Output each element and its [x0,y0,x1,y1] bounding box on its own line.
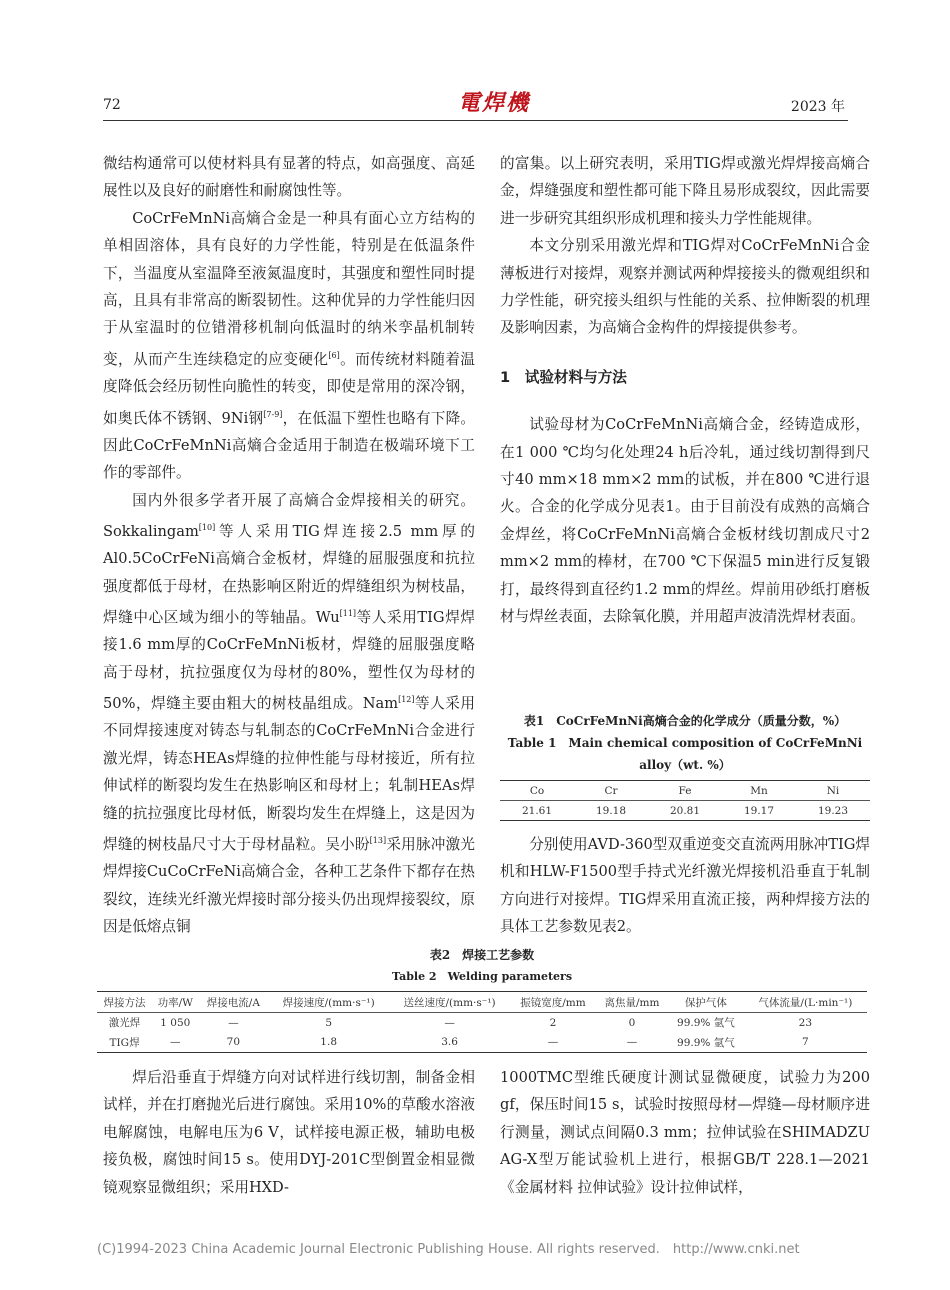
table-row [97,1033,867,1053]
right-paragraph-1: 的富集。以上研究表明，采用TIG焊或激光焊焊接高熵合金，焊缝强度和塑性都可能下降且易形成裂纹，因此需要进一步研究其组织形成机理和接头力学性能规律。 [500,155,870,227]
table-1-caption-cn: 表1 CoCrFeMnNi高熵合金的化学成分（质量分数，%） [523,714,847,728]
table-2-caption-cn: 表2 焊接工艺参数 [429,948,535,962]
table-header-cell: Cr [604,784,618,797]
table-header-cell: 焊接速度/(mm·s⁻¹) [282,996,375,1009]
right-paragraph-4: 分别使用AVD-360型双重逆变交直流两用脉冲TIG焊机和HLW-F1500型手持式光纤激光焊接机沿垂直于轧制方向进行对接焊。TIG焊采用直流正接，两种焊接方法的具体工艺参数见表2。 [500,836,870,936]
table-cell: — [170,1036,181,1049]
table-cell: 1 050 [160,1016,191,1029]
journal-logo: 電焊機 [458,90,531,116]
left-paragraph-3: 国内外很多学者开展了高熵合金焊接相关的研究。Sokkalingam[10]等人采用TIG焊连接2.5 mm厚的Al0.5CoCrFeNi高熵合金板材，焊缝的屈服强度和抗拉强度都低于母材，在热影响区附近的焊缝组织为树枝晶，焊缝中心区域为细小的等轴晶。Wu[11]等人采用TIG焊焊接1.6 mm厚的CoCrFeMnNi板材，焊缝的屈服强度略高于母材，抗拉强度仅为母材的80%，塑性仅为母材的50%，焊缝主要由粗大的树枝晶组成。Nam[12]等人采用不同焊接速度对铸态与轧制态的CoCrFeMnNi合金进行激光焊，铸态HEAs焊缝的拉伸性能与母材接近，所有拉伸试样的断裂均发生在热影响区和母材上；轧制HEAs焊缝的抗拉强度比母材低，断裂均发生在焊缝上，这是因为焊缝的树枝晶尺寸大于母材晶粒。吴小盼[13]采用脉冲激光焊焊接CuCoCrFeNi高熵合金，各种工艺条件下都存在热裂纹，连续光纤激光焊接时部分接头仍出现焊接裂纹，原因是低熔点铜 [103,491,475,936]
table-cell: TIG焊 [109,1036,140,1049]
table-header-cell: Co [529,784,545,797]
table-row [500,801,870,821]
citation: [10] [198,523,216,532]
left-column [103,150,475,941]
table-cell: 99.9% 氩气 [677,1036,735,1049]
table-1-grid [500,780,870,821]
table-cell: 2 [549,1016,557,1029]
table-cell: 5 [325,1016,332,1029]
table-header-cell: 焊接方法 [103,996,146,1009]
right-paragraph-3: 试验母材为CoCrFeMnNi高熵合金，经铸造成形，在1 000 ℃均匀化处理24 h后冷轧，通过线切割得到尺寸40 mm×18 mm×2 mm的试板，并在800 ℃进行退火。合金的化学成分见表1。由于目前没有成熟的高熵合金焊丝，将CoCrFeMnNi高熵合金板材线切割成尺寸2 mm×2 mm的棒材，在700 ℃下保温5 min进行反复锻打，最终得到直径约1.2 mm的焊丝。焊前用砂纸打磨板材与焊丝表面，去除氧化膜，并用超声波清洗焊材表面。 [500,416,870,626]
table-1-caption-en-1: Table 1 Main chemical composition of CoCrFeMnNi [507,736,863,750]
citation: [12] [398,695,415,705]
table-header-row [97,992,867,1013]
citation: [13] [369,836,387,846]
table-cell: — [228,1016,239,1029]
table-cell: 7 [802,1036,809,1049]
table-2 [97,944,867,1053]
bottom-left-column [103,1064,475,1201]
table-cell: 23 [798,1016,813,1029]
table-header-cell: Mn [750,784,768,797]
table-cell: 70 [226,1036,241,1049]
table-1-caption-en-2: alloy（wt. %） [639,758,731,772]
table-cell: 激光焊 [108,1017,141,1030]
left-paragraph-1: 微结构通常可以使材料具有显著的特点，如高强度、高延展性以及良好的耐磨性和耐腐蚀性等。 [103,155,475,200]
table-cell: 99.9% 氩气 [677,1017,735,1030]
left-paragraph-2: CoCrFeMnNi高熵合金是一种具有面心立方结构的单相固溶体，具有良好的力学性能，特别是在低温条件下，当温度从室温降至液氮温度时，其强度和塑性同时提高，且具有非常高的断裂韧性。这种优异的力学性能归因于从室温时的位错滑移机制向低温时的纳米孪晶机制转变，从而产生连续稳定的应变硬化[6]。而传统材料随着温度降低会经历韧性向脆性的转变，即使是常用的深冷钢，如奥氏体不锈钢、9Ni钢[7-9]，在低温下塑性也略有下降。因此CoCrFeMnNi高熵合金适用于制造在极端环境下工作的零部件。 [103,209,475,482]
section-heading: 1 试验材料与方法 [500,368,627,386]
issue-year: 2023 年 [790,99,845,115]
citation: [6] [328,350,340,360]
table-cell: — [626,1036,638,1049]
table-header-cell: 保护气体 [684,996,727,1009]
table-row [97,1013,867,1033]
bottom-left-paragraph: 焊后沿垂直于焊缝方向对试样进行线切割，制备金相试样，并在打磨抛光后进行腐蚀。采用10%的草酸水溶液电解腐蚀，电解电压为6 V，试样接电源正极，辅助电极接负极，腐蚀时间15 s。使用DYJ-201C型倒置金相显微镜观察显微组织；采用HXD- [103,1069,475,1196]
right-column [500,150,870,631]
table-cell: 19.17 [743,804,775,817]
table-cell: 20.81 [669,804,701,817]
table-1 [500,710,870,821]
right-paragraph-2: 本文分别采用激光焊和TIG焊对CoCrFeMnNi合金薄板进行对接焊，观察并测试两种焊接接头的微观组织和力学性能，研究接头组织与性能的关系、拉伸断裂的机理及影响因素，为高熵合金构件的焊接提供参考。 [500,237,870,337]
table-header-cell: 离焦量/mm [604,996,660,1009]
table-header-cell: 焊接电流/A [206,996,260,1009]
table-cell: 19.18 [595,804,627,817]
page-number: 72 [103,97,121,113]
table-cell: — [444,1016,455,1029]
bottom-right-paragraph: 1000TMC型维氏硬度计测试显微硬度，试验力为200 gf，保压时间15 s，试验时按照母材—焊缝—母材顺序进行测量，测试点间隔0.3 mm；拉伸试验在SHIMADZU AG-X型万能试验机上进行，根据GB/T 228.1—2021《金属材料 拉伸试验》设计拉伸试样， [500,1069,870,1196]
citation: [11] [339,609,357,619]
table-cell: 21.61 [521,804,553,817]
table-2-grid [97,991,867,1053]
table-2-caption-en: Table 2 Welding parameters [391,970,573,983]
table-header-cell: Fe [678,784,692,797]
table-cell: 1.8 [320,1036,337,1049]
table-header-cell: 气体流量/(L·min⁻¹) [758,996,853,1009]
table-cell: 0 [628,1016,636,1029]
table-cell: 19.23 [817,804,849,817]
right-column-continued [500,831,870,941]
table-cell: 3.6 [441,1036,458,1049]
copyright-footer: (C)1994-2023 China Academic Journal Electronic Publishing House. All rights reserved. http://www.cnki.net [97,1242,800,1257]
table-header-cell: 振镜宽度/mm [520,996,586,1009]
table-header-cell: 送丝速度/(mm·s⁻¹) [403,996,496,1009]
table-cell: — [547,1036,559,1049]
table-header-cell: 功率/W [157,996,193,1009]
table-header-cell: Ni [826,784,840,797]
bottom-right-column [500,1064,870,1201]
header-rule [103,120,848,121]
table-header-row [500,781,870,801]
citation: [7-9] [263,409,283,419]
